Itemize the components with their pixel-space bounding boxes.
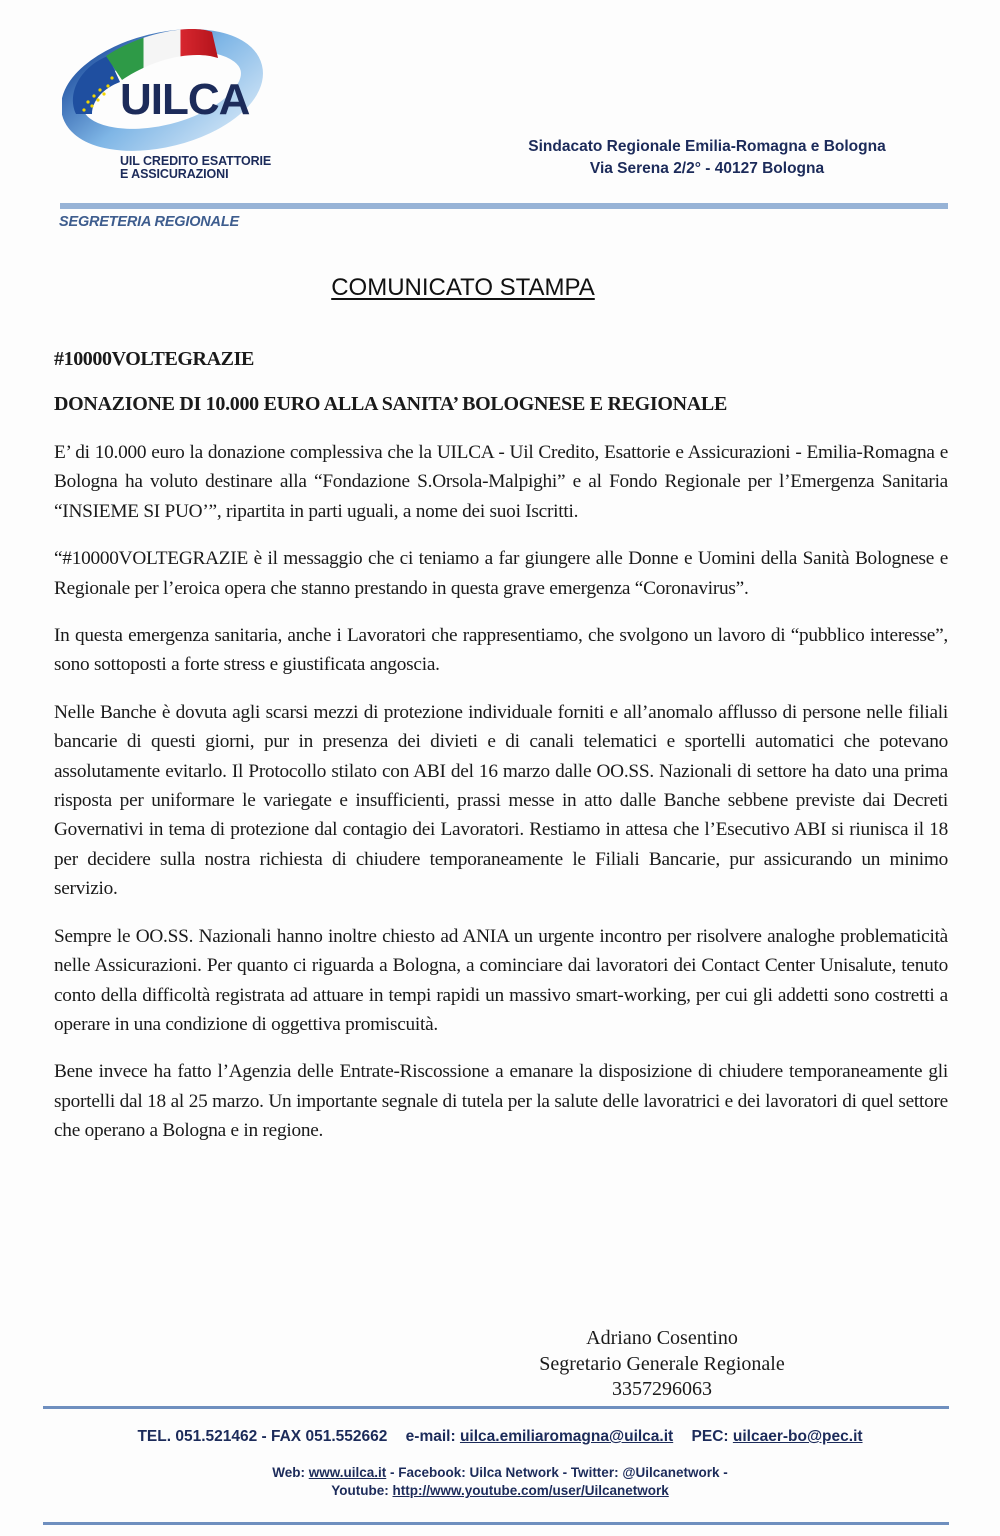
header-divider	[60, 203, 948, 209]
email-link[interactable]: uilca.emiliaromagna@uilca.it	[459, 1428, 674, 1445]
footer-divider-top	[43, 1406, 949, 1409]
signatory-name: Adriano Cosentino	[586, 1327, 738, 1349]
footer-contacts	[0, 1428, 1000, 1446]
email-label: e-mail:	[405, 1428, 456, 1445]
web-label: Web:	[272, 1465, 305, 1480]
page-title: COMUNICATO STAMPA	[331, 274, 595, 301]
department-label: SEGRETERIA REGIONALE	[59, 214, 239, 230]
body-paragraph: In questa emergenza sanitaria, anche i Lavoratori che rappresentiamo, che svolgono un lavoro di “pubblico interesse”, sono sottoposti a forte stress e giustificata angoscia.	[54, 625, 948, 676]
pec-link[interactable]: uilcaer-bo@pec.it	[732, 1428, 863, 1445]
organization-address: Via Serena 2/2° - 40127 Bologna	[589, 160, 825, 177]
social-info: - Facebook: Uilca Network - Twitter: @Uilcanetwork -	[390, 1465, 728, 1480]
signatory-phone: 3357296063	[612, 1378, 712, 1400]
tel-fax: TEL. 051.521462 - FAX 051.552662	[137, 1428, 388, 1445]
body-paragraph: Sempre le OO.SS. Nazionali hanno inoltre chiesto ad ANIA un urgente incontro per risolvere analoghe problematicità nelle Assicurazioni. Per quanto ci riguarda a Bologna, a cominciare dai lavoratori dei Contact Center Unisalute, tenuto conto della difficoltà registrata ad attuare in tempi rapidi un massivo smart-working, per cui gli addetti sono costretti a operare in una condizione di oggettiva promiscuità.	[54, 925, 948, 1035]
body-paragraph: Bene invece ha fatto l’Agenzia delle Entrate-Riscossione a emanare la disposizione di chiudere temporaneamente gli sportelli dal 18 al 25 marzo. Un importante segnale di tutela per la salute delle lavoratrici e dei lavoratori di quel settore che operano a Bologna e in regione.	[54, 1061, 948, 1142]
press-release-body	[54, 438, 948, 1164]
footer-social	[0, 1464, 1000, 1500]
svg-text:UILCA: UILCA	[120, 75, 250, 124]
footer-divider-bottom	[43, 1522, 949, 1525]
youtube-label: Youtube:	[331, 1483, 389, 1498]
body-paragraph: E’ di 10.000 euro la donazione complessiva che la UILCA - Uil Credito, Esattorie e Assicurazioni - Emilia-Romagna e Bologna ha voluto destinare alla “Fondazione S.Orsola-Malpighi” e al Fondo Regionale per l’Emergenza Sanitaria “INSIEME SI PUO’”, ripartita in parti uguali, a nome dei suoi Iscritti.	[54, 442, 948, 522]
headline: DONAZIONE DI 10.000 EURO ALLA SANITA’ BOLOGNESE E REGIONALE	[54, 393, 727, 415]
web-link[interactable]: www.uilca.it	[308, 1465, 387, 1480]
logo-subtitle-line-2: E ASSICURAZIONI	[120, 167, 229, 181]
signature-block	[500, 1326, 824, 1403]
logo-subtitle	[120, 155, 271, 181]
pec-label: PEC:	[691, 1428, 729, 1445]
body-paragraph: “#10000VOLTEGRAZIE è il messaggio che ci teniamo a far giungere alle Donne e Uomini della Sanità Bolognese e Regionale per l’eroica opera che stanno prestando in questa grave emergenza “Coronavirus”.	[54, 548, 948, 599]
uilca-ring-logo-icon	[62, 22, 272, 152]
organization-info	[500, 136, 914, 180]
body-paragraph: Nelle Banche è dovuta agli scarsi mezzi di protezione individuale forniti e all’anomalo afflusso di persone nelle filiali bancarie di questi giorni, pur in presenza dei divieti e di canali telematici e sportelli automatici che potevano assolutamente evitarlo. Il Protocollo stilato con ABI del 16 marzo dalle OO.SS. Nazionali di settore ha dato una prima risposta per uniformare le variegate e insufficienti, prassi messe in atto dalle Banche sebbene previste dai Decreti Governativi in tema di protezione dal contagio dei Lavoratori. Restiamo in attesa che l’Esecutivo ABI si riunisca il 18 per decidere sulla nostra richiesta di chiudere temporaneamente le Filiali Bancarie, pur assicurando un minimo servizio.	[54, 701, 948, 900]
youtube-link[interactable]: http://www.youtube.com/user/Uilcanetwork	[392, 1483, 669, 1498]
organization-name: Sindacato Regionale Emilia-Romagna e Bologna	[528, 138, 886, 155]
logo-subtitle-line-1: UIL CREDITO ESATTORIE	[120, 154, 272, 168]
uilca-logo	[62, 22, 272, 182]
hashtag-heading: #10000VOLTEGRAZIE	[54, 348, 254, 370]
signatory-role: Segretario Generale Regionale	[539, 1352, 785, 1375]
